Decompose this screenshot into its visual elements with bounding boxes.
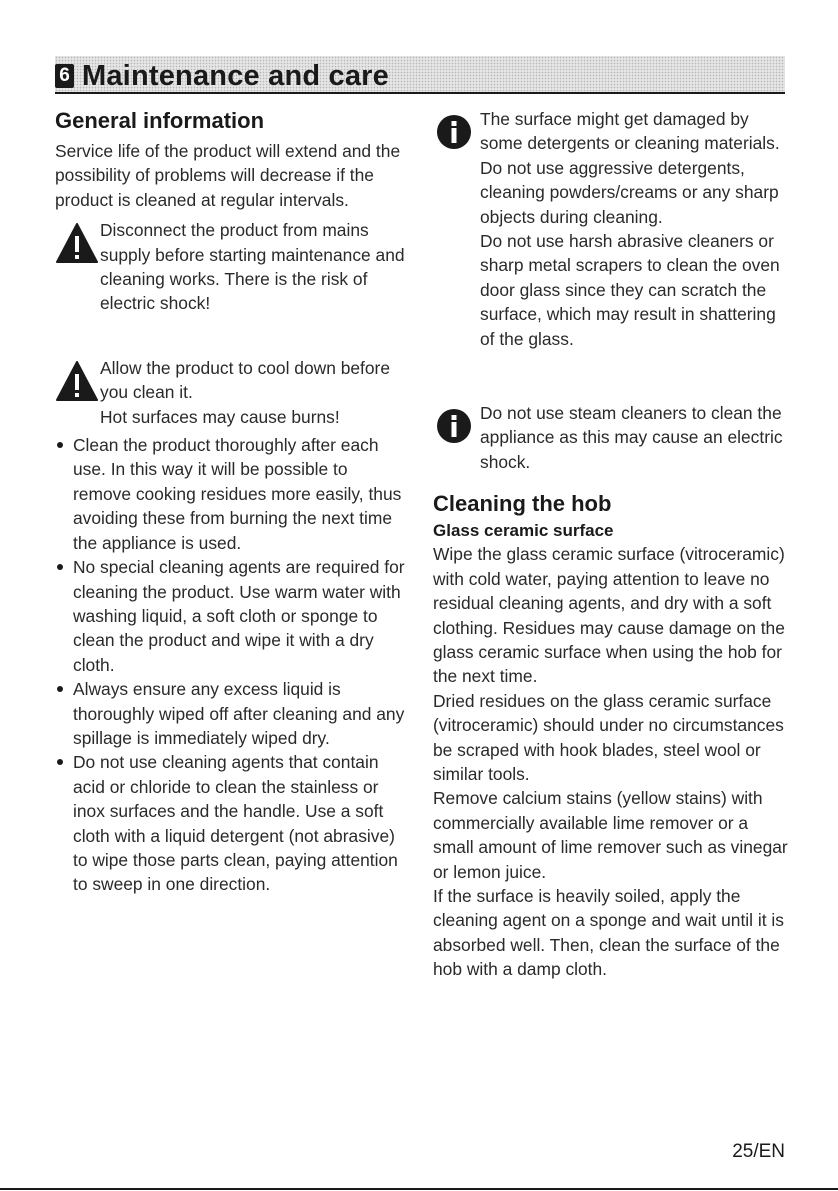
warning-text-shock: Disconnect the product from mains supply before starting maintenance and cleaning works. There is the risk of electric shock! xyxy=(100,220,405,314)
info-note-steam xyxy=(433,401,789,474)
warning-note-shock xyxy=(55,218,407,316)
cleaning-bullet-list xyxy=(55,433,407,897)
cleaning-hob-heading: Cleaning the hob xyxy=(433,491,612,517)
info-text-damage: The surface might get damaged by some detergents or cleaning materials. xyxy=(480,109,780,154)
info-text-abrasive: Do not use harsh abrasive cleaners or sharp metal scrapers to clean the oven door glass since they can scratch the surface, which may result in shattering of the glass. xyxy=(480,231,780,349)
hob-paragraph-soiled: If the surface is heavily soiled, apply the cleaning agent on a sponge and wait until it is absorbed well. Then, clean the surface of the hob with a damp cloth. xyxy=(433,885,784,980)
warning-note-hot xyxy=(55,356,407,429)
right-column xyxy=(433,107,789,982)
info-text-aggressive: Do not use aggressive detergents, cleaning powders/creams or any sharp objects during cleaning. xyxy=(480,157,779,227)
warning-text-cool: Allow the product to cool down before you clean it. xyxy=(100,357,391,403)
bullet-dot xyxy=(57,686,63,692)
bullet-dot xyxy=(57,442,63,448)
hob-paragraph-dried: Dried residues on the glass ceramic surface (vitroceramic) should under no circumstances be scraped with hook blades, steel wool or similar tools. xyxy=(433,690,784,784)
hob-paragraph-calcium: Remove calcium stains (yellow stains) with commercially available lime remover or a small amount of lime remover such as vinegar or lemon juice. xyxy=(433,788,788,882)
list-item: Clean the product thoroughly after each use. In this way it will be possible to remove cooking residues more easily, thus avoiding these from burning the next time the appliance is used. xyxy=(55,433,407,555)
hob-paragraph-wipe: Wipe the glass ceramic surface (vitroceramic) with cold water, paying attention to leave no residual cleaning agents, and dry with a soft clothing. Residues may cause damage on the glass ceramic surface when using the hob for the next time. xyxy=(433,544,785,687)
left-column xyxy=(55,107,407,897)
bullet-dot xyxy=(57,564,63,570)
warning-triangle-icon xyxy=(55,360,99,402)
list-item: Always ensure any excess liquid is thoroughly wiped off after cleaning and any spillage is immediately wiped dry. xyxy=(55,677,407,750)
info-note-detergents xyxy=(433,107,789,351)
list-item: Do not use cleaning agents that contain acid or chloride to clean the stainless or inox surfaces and the handle. Use a soft cloth with a liquid detergent (not abrasive) to wipe those parts clean, paying attention to sweep in one direction. xyxy=(55,750,407,896)
info-circle-icon xyxy=(435,407,473,445)
glass-ceramic-subheading: Glass ceramic surface xyxy=(433,521,614,541)
bottom-divider xyxy=(0,1188,838,1190)
warning-triangle-icon xyxy=(55,222,99,264)
intro-paragraph: Service life of the product will extend and the possibility of problems will decrease if the product is cleaned at regular intervals. xyxy=(55,141,401,210)
section-header xyxy=(55,56,785,94)
info-text-steam: Do not use steam cleaners to clean the appliance as this may cause an electric shock. xyxy=(480,403,783,472)
bullet-dot xyxy=(57,759,63,765)
page-number: 25/EN xyxy=(732,1141,785,1162)
info-circle-icon xyxy=(435,113,473,151)
section-number-badge: 6 xyxy=(55,64,74,88)
list-item: No special cleaning agents are required for cleaning the product. Use warm water with washing liquid, a soft cloth or sponge to clean the product and wipe it with a dry cloth. xyxy=(55,555,407,677)
general-information-heading: General information xyxy=(55,108,265,133)
warning-text-burns: Hot surfaces may cause burns! xyxy=(100,406,340,427)
section-title: Maintenance and care xyxy=(82,60,389,92)
